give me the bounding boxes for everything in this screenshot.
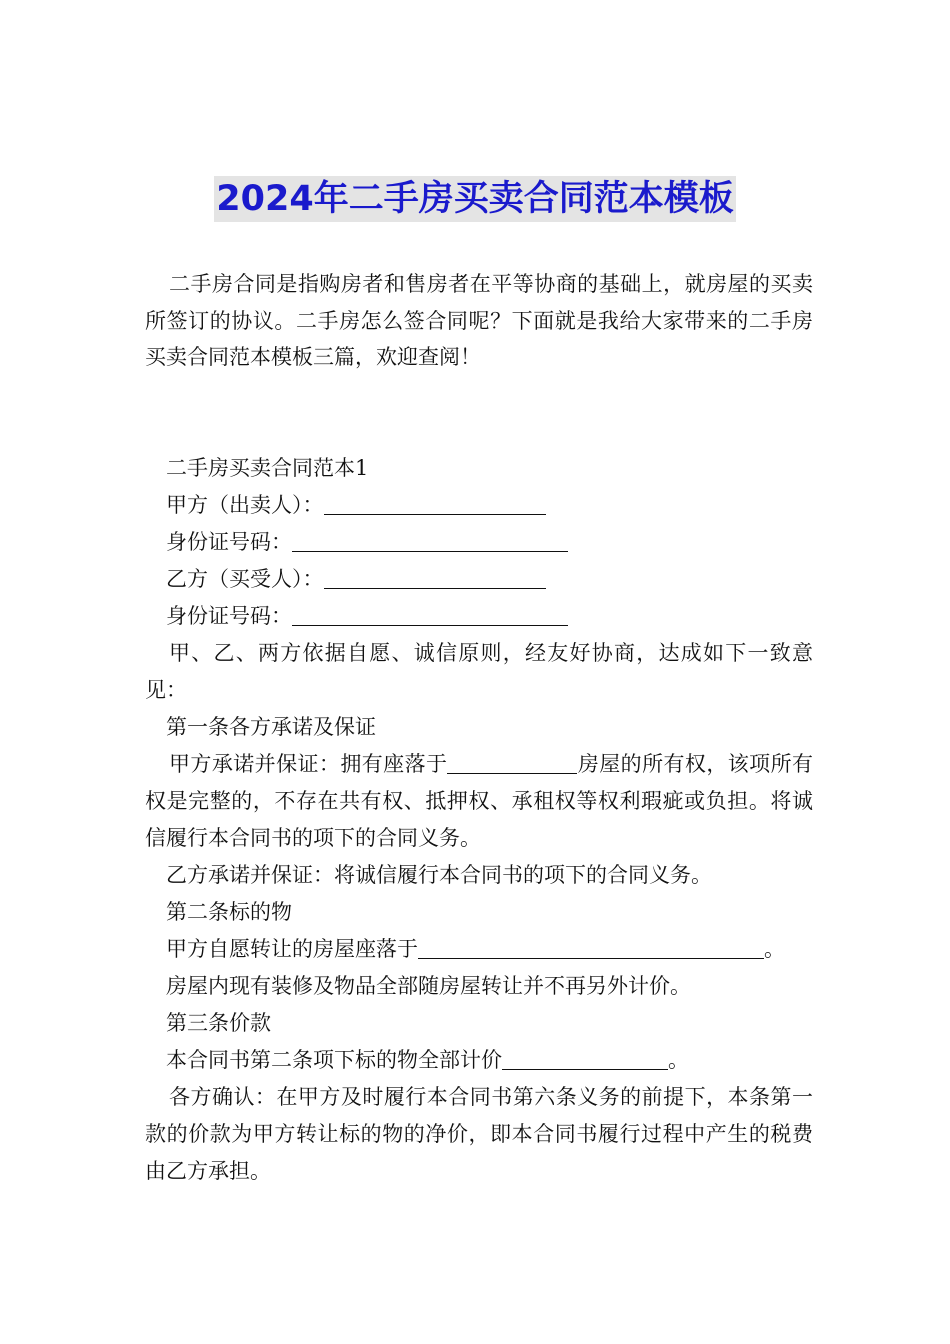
article1-party-a-paragraph bbox=[145, 746, 813, 857]
intro-paragraph: 二手房合同是指购房者和售房者在平等协商的基础上，就房屋的买卖所签订的协议。二手房怎么签合同呢？下面就是我给大家带来的二手房买卖合同范本模板三篇，欢迎查阅！ bbox=[145, 272, 813, 369]
article1-title: 第一条各方承诺及保证 bbox=[166, 715, 376, 739]
article3-price-line bbox=[145, 1042, 813, 1079]
party-a-id-blank bbox=[292, 529, 568, 552]
article1-party-b-paragraph: 乙方承诺并保证：将诚信履行本合同书的项下的合同义务。 bbox=[166, 863, 712, 887]
party-a-id-label: 身份证号码： bbox=[166, 530, 292, 554]
agreement-paragraph: 甲、乙、两方依据自愿、诚信原则，经友好协商，达成如下一致意见： bbox=[145, 641, 813, 702]
party-a-line bbox=[145, 487, 813, 524]
party-a-id-line bbox=[145, 524, 813, 561]
article3-confirmation-paragraph: 各方确认：在甲方及时履行本合同书第六条义务的前提下，本条第一款的价款为甲方转让标的物的净价，即本合同书履行过程中产生的税费由乙方承担。 bbox=[145, 1085, 813, 1183]
article3-price-blank bbox=[502, 1047, 668, 1070]
article2-location-line bbox=[145, 931, 813, 968]
party-a-blank bbox=[324, 492, 546, 515]
party-b-label: 乙方（买受人）： bbox=[166, 567, 324, 591]
party-b-id-label: 身份证号码： bbox=[166, 604, 292, 628]
article2-location-blank bbox=[418, 936, 764, 959]
contract-heading: 二手房买卖合同范本1 bbox=[166, 456, 369, 480]
article1-a-pre: 甲方承诺并保证：拥有座落于 bbox=[169, 752, 448, 776]
document-title: 2024年二手房买卖合同范本模板 bbox=[214, 176, 735, 222]
title-container bbox=[0, 176, 950, 222]
party-a-label: 甲方（出卖人）： bbox=[166, 493, 324, 517]
article3-p1-post: 。 bbox=[668, 1048, 689, 1072]
article2-p1-pre: 甲方自愿转让的房屋座落于 bbox=[166, 937, 418, 961]
party-b-id-line bbox=[145, 598, 813, 635]
article1-location-blank bbox=[447, 751, 577, 774]
article1-a-post: 房屋的所有权，该项所有权是完整的，不存在共有权、抵押权、承租权等权利瑕疵或负担。将诚信履行本合同书的项下的合同义务。 bbox=[145, 752, 814, 850]
party-b-blank bbox=[324, 566, 546, 589]
article3-p1-pre: 本合同书第二条项下标的物全部计价 bbox=[166, 1048, 502, 1072]
article3-title: 第三条价款 bbox=[166, 1011, 271, 1035]
party-b-id-blank bbox=[292, 603, 568, 626]
article2-furnishing-paragraph: 房屋内现有装修及物品全部随房屋转让并不再另外计价。 bbox=[166, 974, 691, 998]
intro-section bbox=[145, 266, 813, 376]
article2-p1-post: 。 bbox=[764, 937, 785, 961]
contract-section bbox=[145, 450, 813, 1190]
party-b-line bbox=[145, 561, 813, 598]
article2-title: 第二条标的物 bbox=[166, 900, 292, 924]
